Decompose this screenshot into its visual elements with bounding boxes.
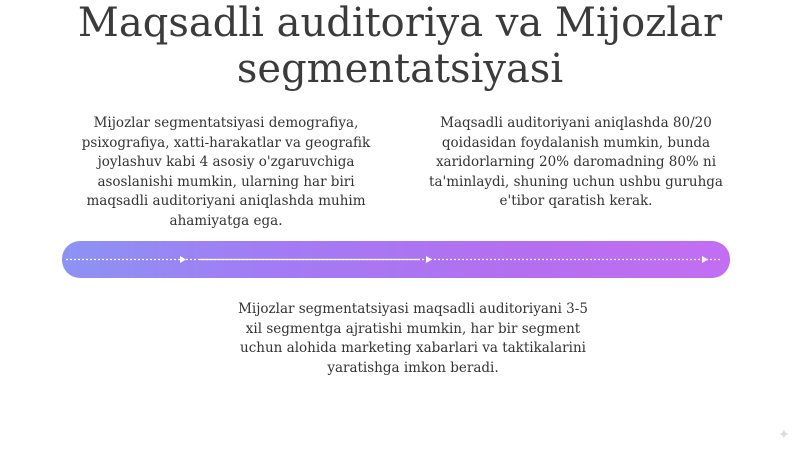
left-text-block: Mijozlar segmentatsiyasi demografiya, psixografiya, xatti-harakatlar va geografik joylashuv kabi 4 asosiy o'zgaruvchiga asoslanishi mumkin, ularning har biri maqsadli auditoriyani aniqlashda muhim ahamiyatga ega. xyxy=(81,115,371,229)
sparkle-icon: ✦ xyxy=(778,427,790,443)
arrow-right-icon xyxy=(702,256,708,263)
right-text-block: Maqsadli auditoriyani aniqlashda 80/20 qoidasidan foydalanish mumkin, bunda xaridorlarning 20% daromadning 80% ni ta'minlaydi, shuning uchun ushbu guruhga e'tibor qaratish kerak. xyxy=(429,115,723,209)
arrow-right-icon xyxy=(180,256,186,263)
arrow-right-icon xyxy=(426,256,432,263)
bottom-text-block: Mijozlar segmentatsiyasi maqsadli auditoriyani 3-5 xil segmentga ajratishi mumkin, har bir segment uchun alohida marketing xabarlari va taktikalarini yaratishga imkon beradi. xyxy=(238,301,588,376)
slide-title: Maqsadli auditoriya va Mijozlar segmentatsiyasi xyxy=(77,0,723,92)
